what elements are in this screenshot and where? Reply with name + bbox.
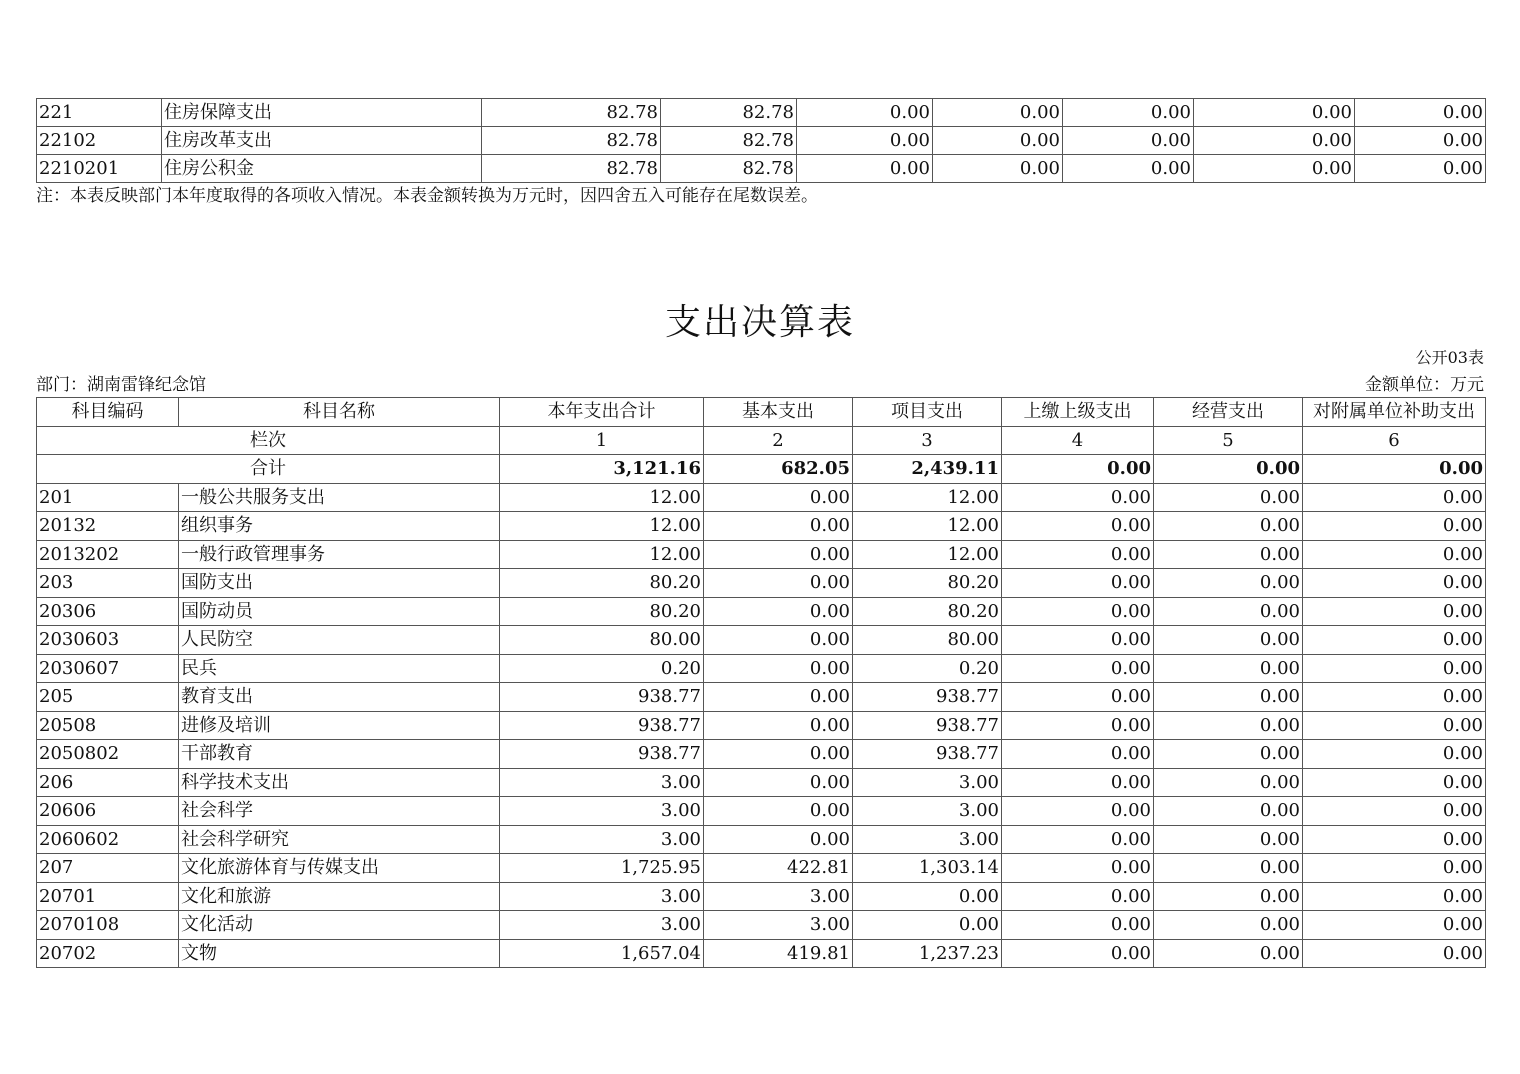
- column-header: 项目支出: [853, 398, 1002, 427]
- amount-cell: 0.00: [1002, 711, 1154, 740]
- amount-cell: 938.77: [853, 711, 1002, 740]
- amount-cell: 0.00: [1063, 99, 1194, 127]
- subject-code-cell: 2210201: [37, 155, 162, 183]
- column-number: 1: [500, 426, 704, 455]
- subject-name-cell: 民兵: [179, 654, 500, 683]
- amount-cell: 12.00: [853, 540, 1002, 569]
- amount-cell: 0.00: [1002, 597, 1154, 626]
- subject-code-cell: 20702: [37, 939, 179, 968]
- amount-cell: 0.00: [1303, 626, 1486, 655]
- expenditure-table-header: [37, 398, 1486, 455]
- subject-name-cell: 国防动员: [179, 597, 500, 626]
- amount-cell: 0.00: [1194, 155, 1355, 183]
- table-row: [37, 99, 1486, 127]
- expenditure-table: [36, 397, 1486, 968]
- amount-cell: 0.20: [853, 654, 1002, 683]
- amount-cell: 0.00: [1303, 740, 1486, 769]
- amount-cell: 0.00: [1303, 483, 1486, 512]
- amount-cell: 12.00: [853, 512, 1002, 541]
- amount-cell: 0.00: [933, 127, 1063, 155]
- amount-cell: 0.00: [704, 483, 853, 512]
- amount-cell: 0.00: [704, 540, 853, 569]
- amount-cell: 0.00: [933, 155, 1063, 183]
- subject-code-cell: 20701: [37, 882, 179, 911]
- amount-cell: 422.81: [704, 854, 853, 883]
- column-number: 4: [1002, 426, 1154, 455]
- table-row: [37, 797, 1486, 826]
- column-header: 上缴上级支出: [1002, 398, 1154, 427]
- amount-cell: 0.00: [1002, 854, 1154, 883]
- amount-cell: 80.20: [500, 597, 704, 626]
- subject-code-cell: 20606: [37, 797, 179, 826]
- amount-cell: 12.00: [500, 512, 704, 541]
- subject-code-cell: 22102: [37, 127, 162, 155]
- subject-name-cell: 社会科学: [179, 797, 500, 826]
- amount-cell: 0.00: [1303, 654, 1486, 683]
- amount-cell: 0.00: [704, 711, 853, 740]
- column-header: 科目编码: [37, 398, 179, 427]
- column-header: 本年支出合计: [500, 398, 704, 427]
- amount-cell: 3.00: [853, 768, 1002, 797]
- subject-name-cell: 国防支出: [179, 569, 500, 598]
- subject-code-cell: 2030607: [37, 654, 179, 683]
- amount-cell: 3.00: [704, 911, 853, 940]
- column-header: 对附属单位补助支出: [1303, 398, 1486, 427]
- subject-code-cell: 20132: [37, 512, 179, 541]
- amount-cell: 419.81: [704, 939, 853, 968]
- amount-cell: 0.00: [797, 155, 933, 183]
- table-number: 公开03表: [1415, 348, 1484, 367]
- column-number: 6: [1303, 426, 1486, 455]
- amount-cell: 0.00: [1303, 569, 1486, 598]
- amount-cell: 0.00: [1303, 939, 1486, 968]
- amount-cell: 3.00: [500, 825, 704, 854]
- amount-cell: 0.00: [1154, 626, 1303, 655]
- subject-code-cell: 205: [37, 683, 179, 712]
- total-amount-cell: 3,121.16: [500, 455, 704, 484]
- amount-cell: 938.77: [853, 740, 1002, 769]
- subject-name-cell: 教育支出: [179, 683, 500, 712]
- amount-cell: 80.20: [853, 569, 1002, 598]
- table-row: [37, 740, 1486, 769]
- amount-cell: 0.00: [1303, 512, 1486, 541]
- expenditure-table-body: [37, 455, 1486, 968]
- amount-cell: 0.00: [1154, 854, 1303, 883]
- amount-cell: 0.00: [1154, 483, 1303, 512]
- amount-cell: 0.00: [1154, 711, 1303, 740]
- amount-cell: 0.00: [1063, 127, 1194, 155]
- amount-cell: 0.00: [1194, 99, 1355, 127]
- amount-cell: 0.00: [1002, 569, 1154, 598]
- total-amount-cell: 0.00: [1002, 455, 1154, 484]
- table-row: [37, 683, 1486, 712]
- amount-cell: 1,657.04: [500, 939, 704, 968]
- amount-cell: 12.00: [500, 483, 704, 512]
- subject-name-cell: 社会科学研究: [179, 825, 500, 854]
- amount-cell: 0.00: [1063, 155, 1194, 183]
- subject-name-cell: 文化和旅游: [179, 882, 500, 911]
- column-header: 基本支出: [704, 398, 853, 427]
- column-header: 经营支出: [1154, 398, 1303, 427]
- amount-cell: 0.00: [1355, 127, 1486, 155]
- amount-cell: 0.00: [1002, 939, 1154, 968]
- subject-name-cell: 文化活动: [179, 911, 500, 940]
- column-number-row: [37, 426, 1486, 455]
- subject-name-cell: 一般行政管理事务: [179, 540, 500, 569]
- amount-cell: 82.78: [661, 127, 797, 155]
- table-row: [37, 512, 1486, 541]
- table-row: [37, 768, 1486, 797]
- table-row: [37, 654, 1486, 683]
- amount-cell: 3.00: [704, 882, 853, 911]
- amount-cell: 82.78: [482, 99, 661, 127]
- amount-cell: 0.00: [704, 825, 853, 854]
- amount-cell: 0.00: [704, 654, 853, 683]
- table-row: [37, 483, 1486, 512]
- amount-cell: 0.00: [1002, 512, 1154, 541]
- table-row: [37, 911, 1486, 940]
- amount-cell: 3.00: [500, 911, 704, 940]
- amount-cell: 0.00: [1154, 740, 1303, 769]
- table-row: [37, 882, 1486, 911]
- amount-cell: 0.00: [1002, 882, 1154, 911]
- subject-name-cell: 干部教育: [179, 740, 500, 769]
- subject-name-cell: 一般公共服务支出: [179, 483, 500, 512]
- column-number: 3: [853, 426, 1002, 455]
- amount-cell: 0.00: [797, 99, 933, 127]
- amount-cell: 82.78: [482, 127, 661, 155]
- amount-cell: 0.00: [797, 127, 933, 155]
- amount-cell: 0.00: [1154, 797, 1303, 826]
- amount-cell: 0.00: [1002, 483, 1154, 512]
- amount-cell: 0.00: [1002, 740, 1154, 769]
- amount-cell: 0.00: [704, 597, 853, 626]
- amount-cell: 938.77: [500, 683, 704, 712]
- amount-cell: 0.00: [1002, 540, 1154, 569]
- subject-name-cell: 住房改革支出: [162, 127, 482, 155]
- amount-cell: 0.00: [853, 911, 1002, 940]
- table-row: [37, 626, 1486, 655]
- total-amount-cell: 682.05: [704, 455, 853, 484]
- income-table-body: [37, 99, 1486, 183]
- column-header: 科目名称: [179, 398, 500, 427]
- amount-cell: 3.00: [500, 882, 704, 911]
- table-row: [37, 597, 1486, 626]
- amount-cell: 0.00: [704, 512, 853, 541]
- table-row: [37, 540, 1486, 569]
- amount-cell: 0.00: [1303, 854, 1486, 883]
- column-number-label: 栏次: [37, 426, 500, 455]
- amount-cell: 0.00: [1154, 882, 1303, 911]
- amount-cell: 0.00: [1355, 99, 1486, 127]
- total-row: [37, 455, 1486, 484]
- amount-cell: 0.00: [1154, 654, 1303, 683]
- amount-cell: 12.00: [853, 483, 1002, 512]
- amount-cell: 0.00: [1355, 155, 1486, 183]
- amount-cell: 0.00: [1002, 683, 1154, 712]
- amount-cell: 938.77: [853, 683, 1002, 712]
- amount-cell: 0.00: [1154, 683, 1303, 712]
- amount-cell: 3.00: [853, 797, 1002, 826]
- subject-code-cell: 203: [37, 569, 179, 598]
- page-title: 支出决算表: [664, 302, 855, 343]
- amount-cell: 80.20: [500, 569, 704, 598]
- subject-code-cell: 221: [37, 99, 162, 127]
- amount-cell: 80.20: [853, 597, 1002, 626]
- subject-name-cell: 组织事务: [179, 512, 500, 541]
- amount-cell: 0.00: [1002, 768, 1154, 797]
- table-note: 注：本表反映部门本年度取得的各项收入情况。本表金额转换为万元时，因四舍五入可能存在尾数误差。: [36, 186, 818, 206]
- amount-cell: 0.00: [1303, 597, 1486, 626]
- subject-code-cell: 20306: [37, 597, 179, 626]
- amount-cell: 82.78: [661, 155, 797, 183]
- amount-cell: 0.00: [1303, 711, 1486, 740]
- total-label: 合计: [37, 455, 500, 484]
- amount-cell: 0.00: [704, 569, 853, 598]
- amount-cell: 0.00: [1303, 825, 1486, 854]
- subject-code-cell: 2030603: [37, 626, 179, 655]
- amount-cell: 12.00: [500, 540, 704, 569]
- subject-name-cell: 进修及培训: [179, 711, 500, 740]
- subject-code-cell: 20508: [37, 711, 179, 740]
- amount-cell: 80.00: [853, 626, 1002, 655]
- amount-cell: 0.00: [1154, 939, 1303, 968]
- amount-cell: 0.00: [704, 740, 853, 769]
- subject-code-cell: 207: [37, 854, 179, 883]
- subject-code-cell: 206: [37, 768, 179, 797]
- table-row: [37, 854, 1486, 883]
- table-row: [37, 939, 1486, 968]
- amount-cell: 0.00: [1154, 569, 1303, 598]
- amount-cell: 80.00: [500, 626, 704, 655]
- amount-cell: 0.00: [1303, 911, 1486, 940]
- subject-code-cell: 2060602: [37, 825, 179, 854]
- total-amount-cell: 2,439.11: [853, 455, 1002, 484]
- amount-cell: 0.00: [1002, 626, 1154, 655]
- amount-cell: 0.00: [704, 683, 853, 712]
- subject-name-cell: 文物: [179, 939, 500, 968]
- amount-cell: 0.00: [1002, 911, 1154, 940]
- subject-name-cell: 文化旅游体育与传媒支出: [179, 854, 500, 883]
- income-table-continued: [36, 98, 1486, 183]
- table-row: [37, 711, 1486, 740]
- header-row: [37, 398, 1486, 427]
- table-row: [37, 825, 1486, 854]
- amount-cell: 938.77: [500, 740, 704, 769]
- amount-cell: 3.00: [853, 825, 1002, 854]
- amount-unit-label: 金额单位：万元: [1365, 375, 1484, 395]
- amount-cell: 0.00: [1154, 597, 1303, 626]
- department-label: 部门：湖南雷锋纪念馆: [36, 375, 206, 395]
- amount-cell: 1,237.23: [853, 939, 1002, 968]
- column-number: 5: [1154, 426, 1303, 455]
- amount-cell: 0.00: [1154, 512, 1303, 541]
- subject-code-cell: 2070108: [37, 911, 179, 940]
- amount-cell: 938.77: [500, 711, 704, 740]
- total-amount-cell: 0.00: [1154, 455, 1303, 484]
- table-row: [37, 569, 1486, 598]
- subject-name-cell: 住房公积金: [162, 155, 482, 183]
- subject-code-cell: 201: [37, 483, 179, 512]
- amount-cell: 0.00: [704, 626, 853, 655]
- subject-name-cell: 人民防空: [179, 626, 500, 655]
- amount-cell: 0.00: [1303, 683, 1486, 712]
- total-amount-cell: 0.00: [1303, 455, 1486, 484]
- table-row: [37, 127, 1486, 155]
- amount-cell: 0.00: [1154, 540, 1303, 569]
- column-number: 2: [704, 426, 853, 455]
- amount-cell: 1,303.14: [853, 854, 1002, 883]
- subject-name-cell: 住房保障支出: [162, 99, 482, 127]
- subject-code-cell: 2013202: [37, 540, 179, 569]
- amount-cell: 0.00: [933, 99, 1063, 127]
- amount-cell: 0.00: [1194, 127, 1355, 155]
- amount-cell: 0.20: [500, 654, 704, 683]
- amount-cell: 0.00: [1303, 768, 1486, 797]
- amount-cell: 0.00: [1002, 797, 1154, 826]
- amount-cell: 0.00: [1303, 797, 1486, 826]
- amount-cell: 0.00: [1154, 825, 1303, 854]
- table-row: [37, 155, 1486, 183]
- amount-cell: 1,725.95: [500, 854, 704, 883]
- amount-cell: 0.00: [704, 797, 853, 826]
- amount-cell: 0.00: [1154, 768, 1303, 797]
- amount-cell: 0.00: [1002, 654, 1154, 683]
- amount-cell: 0.00: [1303, 540, 1486, 569]
- subject-code-cell: 2050802: [37, 740, 179, 769]
- amount-cell: 0.00: [1303, 882, 1486, 911]
- amount-cell: 0.00: [853, 882, 1002, 911]
- amount-cell: 0.00: [1002, 825, 1154, 854]
- amount-cell: 0.00: [704, 768, 853, 797]
- amount-cell: 82.78: [661, 99, 797, 127]
- amount-cell: 3.00: [500, 768, 704, 797]
- amount-cell: 0.00: [1154, 911, 1303, 940]
- amount-cell: 82.78: [482, 155, 661, 183]
- subject-name-cell: 科学技术支出: [179, 768, 500, 797]
- amount-cell: 3.00: [500, 797, 704, 826]
